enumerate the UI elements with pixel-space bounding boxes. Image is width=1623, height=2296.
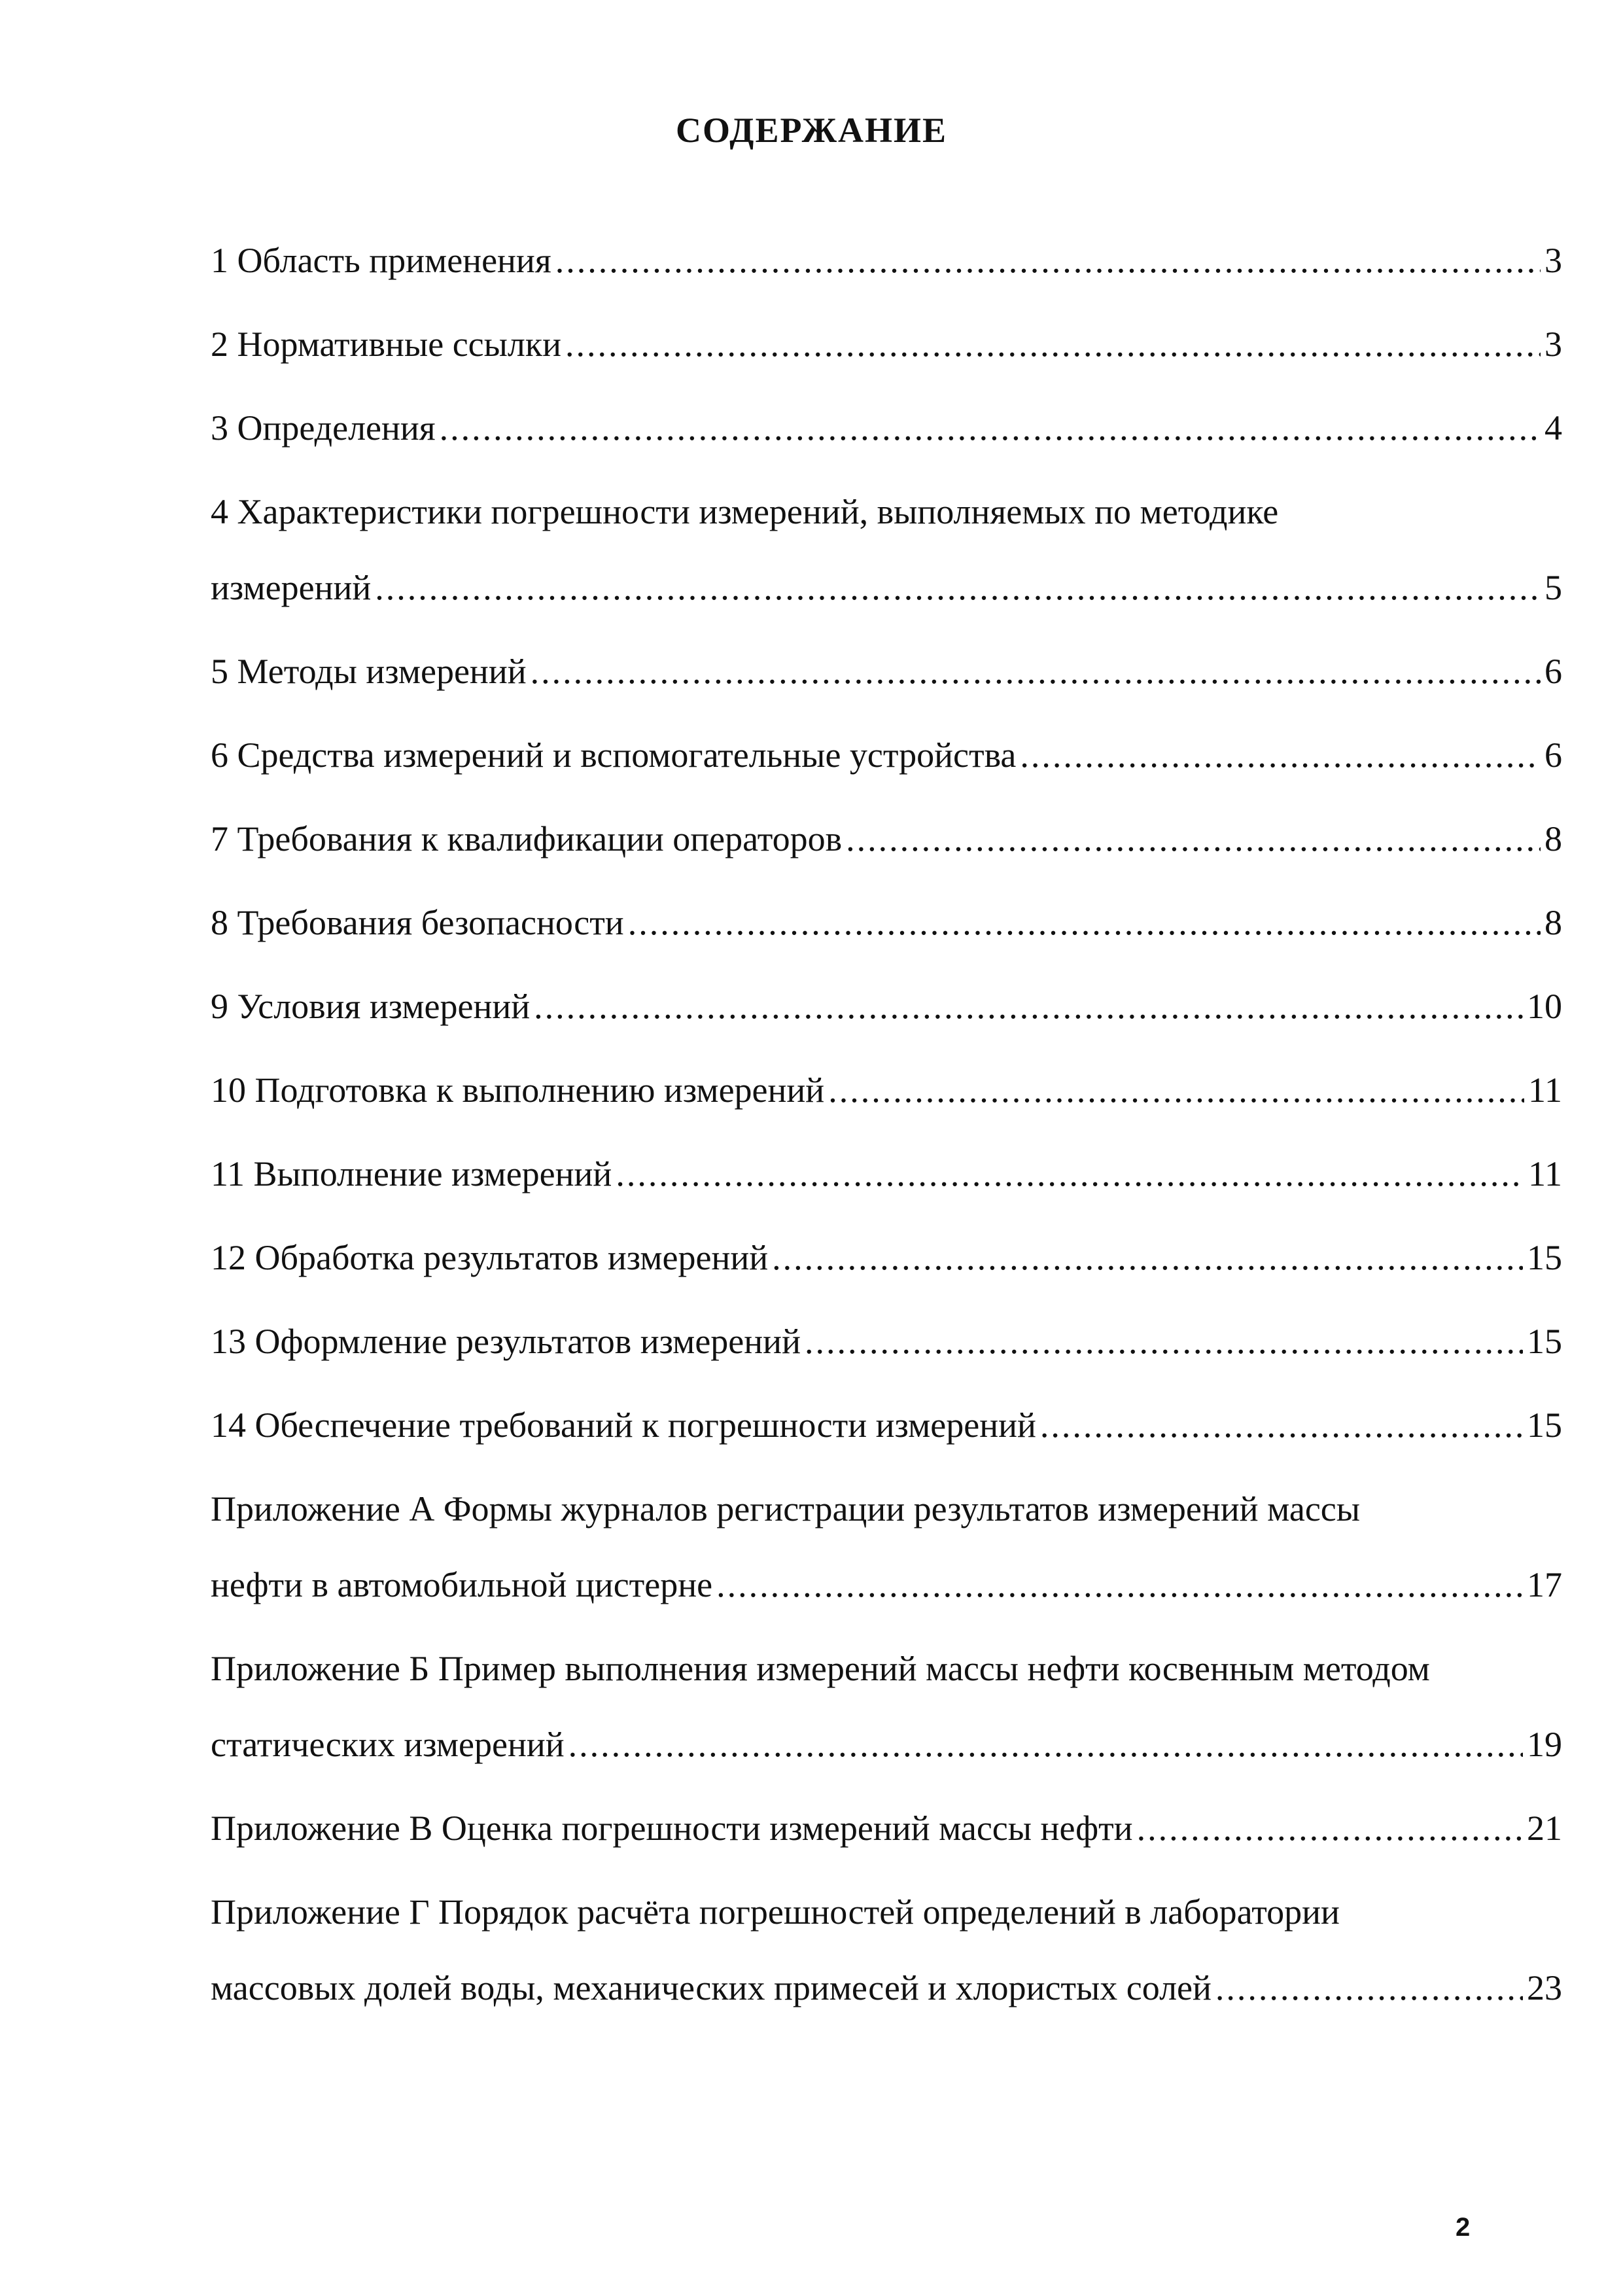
toc-entry-title: Приложение Г Порядок расчёта погрешностей определений в лаборатории	[211, 1892, 1340, 1932]
toc-dot-leader	[375, 569, 1541, 606]
toc-page-number: 11	[1528, 1154, 1562, 1193]
toc-page-number: 5	[1544, 568, 1562, 607]
toc-page-number: 3	[1544, 325, 1562, 364]
toc-dot-leader	[616, 1156, 1524, 1192]
toc-dot-leader	[772, 1239, 1523, 1276]
toc-page-number: 3	[1544, 241, 1562, 280]
toc-entry-title: 11 Выполнение измерений	[211, 1154, 612, 1193]
toc-entry-title: измерений	[211, 568, 372, 607]
toc-entry-title: Приложение В Оценка погрешности измерений массы нефти	[211, 1809, 1133, 1848]
toc-page-number: 8	[1544, 819, 1562, 858]
toc-dot-leader	[846, 821, 1541, 857]
page-title: СОДЕРЖАНИЕ	[676, 111, 947, 150]
toc-dot-leader	[534, 988, 1523, 1025]
toc-entry-title: статических измерений	[211, 1725, 565, 1764]
page-number: 2	[1456, 2213, 1471, 2242]
toc-entry-title: 3 Определения	[211, 408, 436, 448]
toc-dot-leader	[805, 1323, 1523, 1360]
toc-page-number: 4	[1544, 408, 1562, 448]
toc-dot-leader	[1215, 1969, 1523, 2006]
toc-page-number: 23	[1527, 1968, 1562, 2007]
toc-entry-title: 12 Обработка результатов измерений	[211, 1238, 769, 1277]
toc-entry-title: Приложение Б Пример выполнения измерений массы нефти косвенным методом	[211, 1649, 1430, 1688]
toc-entry-title: 9 Условия измерений	[211, 987, 531, 1026]
toc-dot-leader	[531, 653, 1541, 690]
toc-entry-title: 7 Требования к квалификации операторов	[211, 819, 843, 858]
toc-entry-title: 13 Оформление результатов измерений	[211, 1322, 801, 1361]
toc-page-number: 15	[1527, 1238, 1562, 1277]
toc-entry-title: 2 Нормативные ссылки	[211, 325, 561, 364]
toc-dot-leader	[1020, 737, 1541, 773]
toc-page-number: 17	[1527, 1565, 1562, 1604]
toc-dot-leader	[828, 1072, 1524, 1108]
toc-entry-title: Приложение А Формы журналов регистрации результатов измерений массы	[211, 1489, 1361, 1528]
toc-dot-leader	[1040, 1407, 1523, 1443]
toc-entry-title: нефти в автомобильной цистерне	[211, 1565, 713, 1604]
toc-dot-leader	[716, 1566, 1523, 1603]
toc-page-number: 6	[1544, 652, 1562, 691]
toc-dot-leader	[565, 326, 1541, 362]
toc-dot-leader	[568, 1726, 1523, 1763]
toc-entry-title: 8 Требования безопасности	[211, 903, 624, 942]
toc-entry-title: массовых долей воды, механических примесей и хлористых солей	[211, 1968, 1212, 2007]
toc-page-number: 19	[1527, 1725, 1562, 1764]
toc-page-number: 8	[1544, 903, 1562, 942]
toc-dot-leader	[1137, 1810, 1523, 1846]
toc-entry-title: 10 Подготовка к выполнению измерений	[211, 1070, 825, 1110]
toc-page-number: 15	[1527, 1405, 1562, 1445]
toc-page-number: 6	[1544, 735, 1562, 775]
toc-entry-title: 6 Средства измерений и вспомогательные устройства	[211, 735, 1017, 775]
toc-dot-leader	[440, 410, 1541, 446]
toc-dot-leader	[555, 242, 1541, 279]
toc-entry-title: 4 Характеристики погрешности измерений, выполняемых по методике	[211, 492, 1279, 531]
toc-page-number: 21	[1527, 1809, 1562, 1848]
toc-page-number: 11	[1528, 1070, 1562, 1110]
toc-page-number: 10	[1527, 987, 1562, 1026]
toc-dot-leader	[628, 904, 1541, 941]
toc-entry-title: 1 Область применения	[211, 241, 551, 280]
toc-page-number: 15	[1527, 1322, 1562, 1361]
toc-entry-title: 5 Методы измерений	[211, 652, 527, 691]
toc-entry-title: 14 Обеспечение требований к погрешности измерений	[211, 1405, 1036, 1445]
